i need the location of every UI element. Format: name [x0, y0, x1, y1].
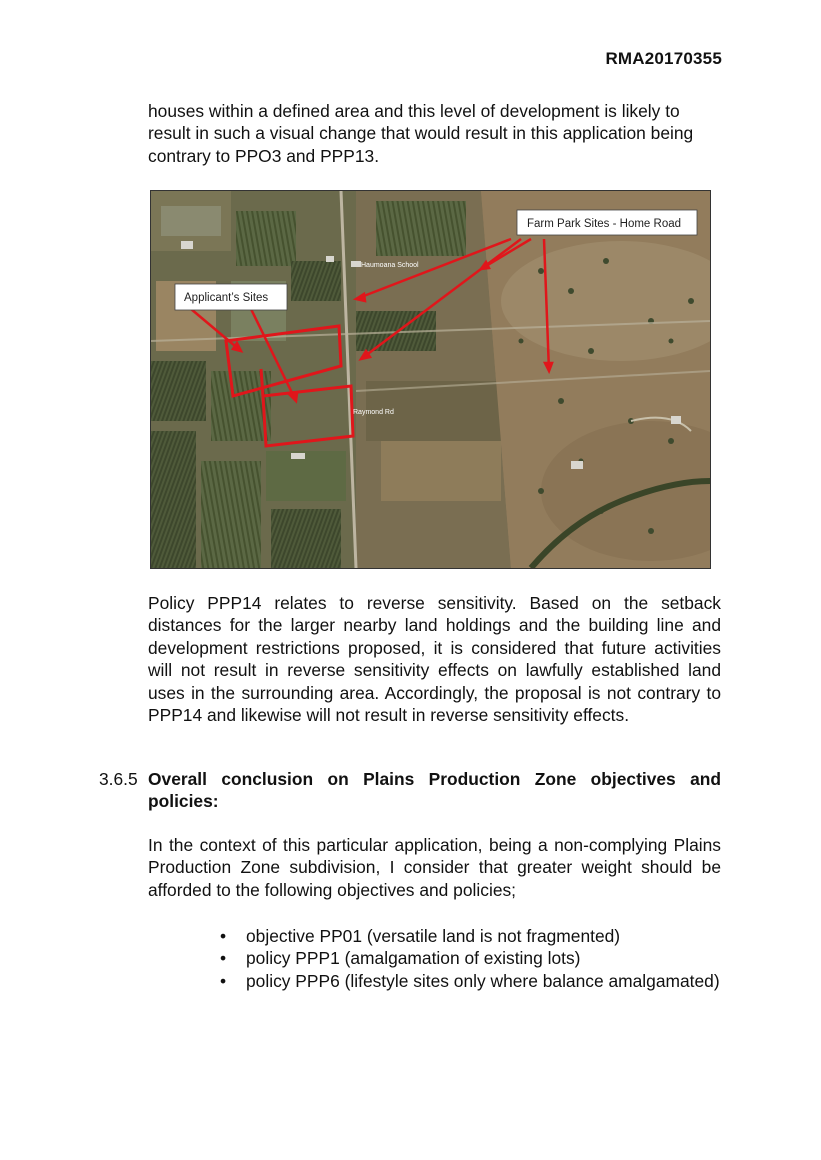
- road-place-label: Raymond Rd: [353, 409, 394, 416]
- svg-text:Applicant’s Sites: Applicant’s Sites: [184, 292, 269, 304]
- svg-text:Farm Park Sites - Home Road: Farm Park Sites - Home Road: [527, 218, 682, 230]
- bullet-icon: •: [220, 948, 227, 969]
- list-item: • objective PP01 (versatile land is not fragmented): [220, 926, 621, 946]
- reverse-sensitivity-paragraph: Policy PPP14 relates to reverse sensitivity. Based on the setback distances for the larger nearby land holdings and the building line and development restrictions proposed, it is considered that future activities will not result in reverse sensitivity effects on lawfully established land uses in the surrounding area. Accordingly, the proposal is not contrary to PPP14 and likewise will not result in reverse sensitivity effects.: [148, 593, 721, 726]
- section-title: Overall conclusion on Plains Production Zone objectives and policies:: [148, 769, 721, 812]
- section-number: 3.6.5: [99, 769, 138, 789]
- bullet-icon: •: [220, 970, 227, 991]
- list-item: • policy PPP1 (amalgamation of existing lots): [220, 948, 581, 969]
- intro-paragraph: houses within a defined area and this level of development is likely to result in such a visual change that would result in this application being contrary to PPO3 and PPP13.: [148, 101, 694, 166]
- school-place-label: Haumoana School: [361, 262, 419, 269]
- list-item: • policy PPP6 (lifestyle sites only where balance amalgamated): [220, 970, 720, 991]
- applicant-sites-callout: [175, 284, 287, 310]
- context-paragraph: In the context of this particular application, being a non-complying Plains Production Zone subdivision, I consider that greater weight should be afforded to the following objectives and policies;: [148, 835, 721, 900]
- aerial-photo: [150, 190, 711, 569]
- bullet-icon: •: [220, 926, 227, 946]
- policy-bullet-list: [218, 925, 721, 992]
- farm-park-callout: [517, 210, 697, 235]
- document-reference: RMA20170355: [605, 49, 722, 68]
